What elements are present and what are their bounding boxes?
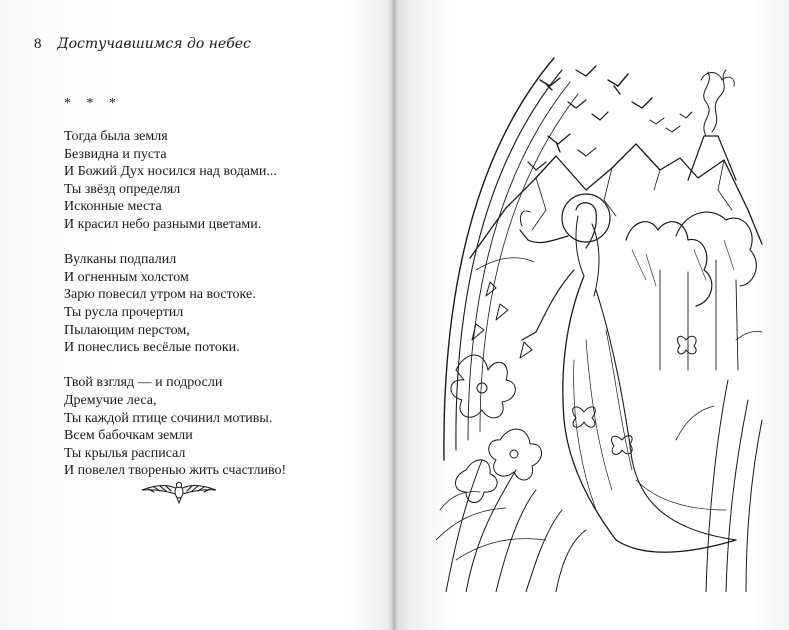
robe bbox=[563, 276, 736, 552]
dove-ornament-icon bbox=[140, 476, 218, 504]
stanza-3 bbox=[64, 374, 364, 480]
flower bbox=[451, 355, 515, 418]
poem-line: Дремучие леса, bbox=[64, 392, 157, 408]
creation-illustration bbox=[436, 40, 766, 592]
poem-line: Ты крылья расписал bbox=[64, 445, 186, 461]
poem-line: И огненным холстом bbox=[64, 269, 189, 285]
poem-line: Вулканы подпалил bbox=[64, 252, 177, 268]
grass bbox=[446, 460, 586, 592]
poem-line: Ты звёзд определял bbox=[64, 181, 181, 197]
stanza-1 bbox=[64, 128, 364, 234]
book-gutter bbox=[388, 0, 398, 630]
extended-arm bbox=[522, 270, 574, 340]
stanza-2 bbox=[64, 251, 364, 357]
poem-line: Твой взгляд — и подросли bbox=[64, 375, 223, 391]
trees bbox=[626, 222, 712, 306]
raised-arm bbox=[520, 230, 568, 243]
left-page bbox=[0, 0, 394, 630]
poem-line: Зарю повесил утром на востоке. bbox=[64, 287, 256, 303]
halo bbox=[562, 194, 610, 242]
poem-line: Тогда была земля bbox=[64, 129, 168, 144]
mountains bbox=[470, 144, 762, 258]
poem-line: Безвидна и пуста bbox=[64, 146, 167, 162]
poem-line: И Божий Дух носился над водами... bbox=[64, 164, 277, 180]
running-head bbox=[34, 36, 251, 53]
poem-line: Ты каждой птице сочинил мотивы. bbox=[64, 410, 273, 426]
poem-line: Ты русла прочертил bbox=[64, 304, 184, 320]
poem-line: Всем бабочкам земли bbox=[64, 428, 193, 444]
poem-line: И понеслись весёлые потоки. bbox=[64, 340, 240, 356]
poem-line: Исконные места bbox=[64, 199, 162, 215]
page-number: 8 bbox=[34, 36, 42, 52]
poem-line: И повелел творенью жить счастливо! bbox=[64, 463, 287, 479]
volcano bbox=[688, 136, 736, 180]
section-marker: * * * bbox=[64, 96, 122, 111]
poem bbox=[64, 128, 364, 497]
poem-line: И красил небо разными цветами. bbox=[64, 216, 262, 232]
book-title: Достучавшимся до небес bbox=[57, 36, 251, 52]
poem-line: Пылающим перстом, bbox=[64, 322, 190, 338]
bird-flock bbox=[540, 78, 560, 90]
